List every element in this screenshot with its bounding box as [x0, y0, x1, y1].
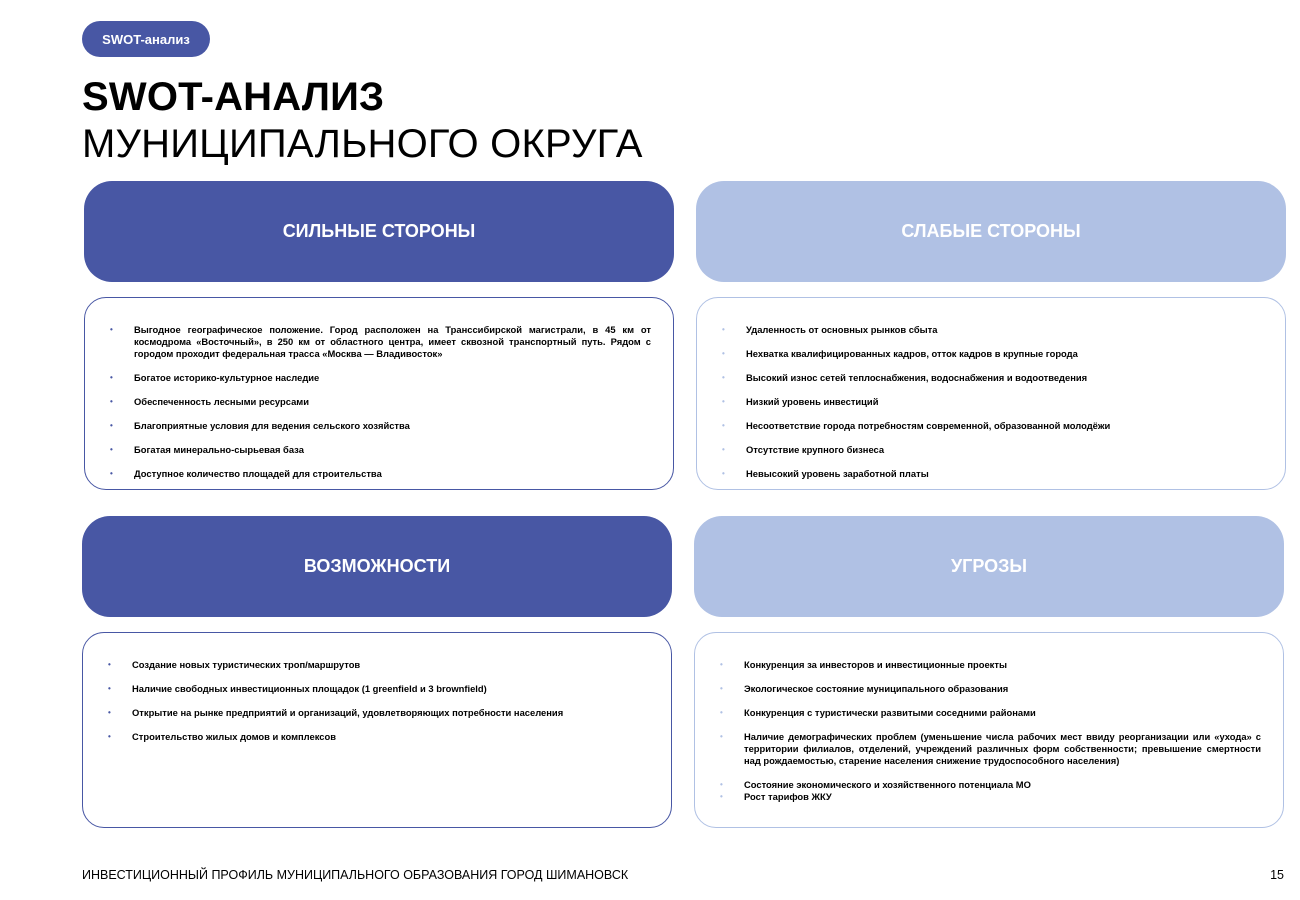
page-subtitle: МУНИЦИПАЛЬНОГО ОКРУГА: [82, 122, 643, 166]
strengths-panel: [84, 297, 674, 490]
page-number: 15: [1270, 868, 1284, 882]
list-item: • Несоответствие города потребностям современной, образованной молодёжи: [722, 420, 1111, 431]
bullet-icon: •: [108, 660, 111, 669]
weaknesses-heading: СЛАБЫЕ СТОРОНЫ: [696, 181, 1286, 282]
list-item: • Состояние экономического и хозяйственного потенциала МО: [720, 779, 1031, 790]
list-item: • Строительство жилых домов и комплексов: [108, 731, 336, 742]
bullet-icon: •: [108, 732, 111, 741]
weaknesses-list: [722, 324, 1263, 492]
list-item: • Удаленность от основных рынков сбыта: [722, 324, 938, 335]
bullet-icon: •: [722, 373, 725, 382]
list-item: • Богатая минерально-сырьевая база: [110, 444, 304, 455]
bullet-icon: •: [720, 708, 723, 717]
section-badge: SWOT-анализ: [82, 21, 210, 57]
threats-panel: [694, 632, 1284, 828]
bullet-icon: •: [720, 732, 723, 741]
list-item: • Высокий износ сетей теплоснабжения, водоснабжения и водоотведения: [722, 372, 1088, 383]
bullet-icon: •: [108, 708, 111, 717]
list-item: • Создание новых туристических троп/маршрутов: [108, 659, 361, 670]
list-item: • Богатое историко-культурное наследие: [110, 372, 320, 383]
list-item: • Конкуренция за инвесторов и инвестиционные проекты: [720, 659, 1007, 670]
bullet-icon: •: [722, 469, 725, 478]
list-item: • Наличие демографических проблем (уменьшение числа рабочих мест ввиду реорганизации или «ухода» с территории филиалов, отделений, учреждений различных форм собственности; превышение смертности над рождаемостью, старение населения снижение трудоспособного населения): [720, 731, 1261, 766]
list-item: • Невысокий уровень заработной платы: [722, 468, 929, 479]
opportunities-list: [108, 659, 649, 755]
strengths-list: [110, 324, 651, 492]
list-item: • Конкуренция с туристически развитыми соседними районами: [720, 707, 1036, 718]
bullet-icon: •: [110, 445, 113, 454]
bullet-icon: •: [720, 684, 723, 693]
strengths-heading: СИЛЬНЫЕ СТОРОНЫ: [84, 181, 674, 282]
bullet-icon: •: [722, 421, 725, 430]
page-title: SWOT-АНАЛИЗ: [82, 75, 385, 119]
list-item: • Рост тарифов ЖКУ: [720, 791, 832, 802]
threats-list: [720, 659, 1261, 815]
bullet-icon: •: [110, 373, 113, 382]
opportunities-heading: ВОЗМОЖНОСТИ: [82, 516, 672, 617]
bullet-icon: •: [110, 325, 113, 334]
list-item: • Нехватка квалифицированных кадров, отток кадров в крупные города: [722, 348, 1078, 359]
weaknesses-panel: [696, 297, 1286, 490]
list-item: • Экологическое состояние муниципального образования: [720, 683, 1009, 694]
bullet-icon: •: [720, 660, 723, 669]
bullet-icon: •: [110, 469, 113, 478]
bullet-icon: •: [720, 792, 723, 801]
list-item: • Наличие свободных инвестиционных площадок (1 greenfield и 3 brownfield): [108, 683, 487, 694]
list-item: • Доступное количество площадей для строительства: [110, 468, 382, 479]
list-item: • Выгодное географическое положение. Город расположен на Транссибирской магистрали, в 45 км от космодрома «Восточный», в 250 км от областного центра, имеет сквозной транспортный путь. Рядом с городом проходит федеральная трасса «Москва — Владивосток»: [110, 324, 651, 359]
bullet-icon: •: [720, 780, 723, 789]
bullet-icon: •: [722, 397, 725, 406]
bullet-icon: •: [722, 445, 725, 454]
bullet-icon: •: [110, 397, 113, 406]
list-item: • Отсутствие крупного бизнеса: [722, 444, 885, 455]
opportunities-panel: [82, 632, 672, 828]
list-item: • Обеспеченность лесными ресурсами: [110, 396, 309, 407]
bullet-icon: •: [110, 421, 113, 430]
footer-text: ИНВЕСТИЦИОННЫЙ ПРОФИЛЬ МУНИЦИПАЛЬНОГО ОБРАЗОВАНИЯ ГОРОД ШИМАНОВСК: [82, 868, 629, 882]
list-item: • Открытие на рынке предприятий и организаций, удовлетворяющих потребности населения: [108, 707, 564, 718]
threats-heading: УГРОЗЫ: [694, 516, 1284, 617]
bullet-icon: •: [108, 684, 111, 693]
list-item: • Низкий уровень инвестиций: [722, 396, 879, 407]
list-item: • Благоприятные условия для ведения сельского хозяйства: [110, 420, 410, 431]
bullet-icon: •: [722, 325, 725, 334]
bullet-icon: •: [722, 349, 725, 358]
